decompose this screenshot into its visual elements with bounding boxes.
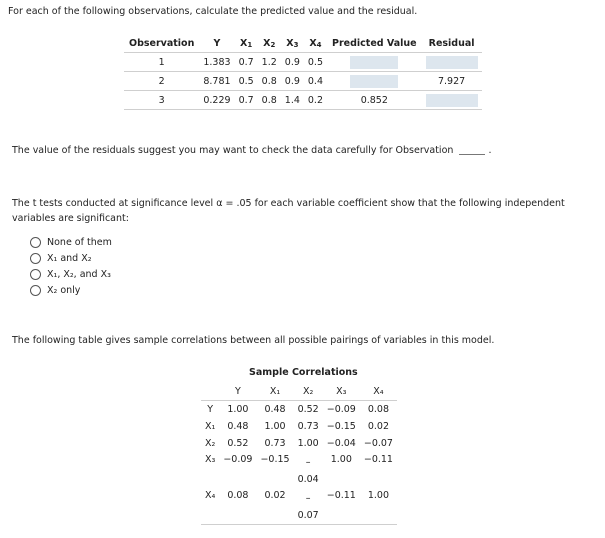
header-observation: Observation	[129, 38, 195, 49]
cell-x2: 0.8	[258, 91, 281, 110]
table-row	[124, 91, 482, 110]
option-none[interactable]	[30, 234, 112, 250]
radio-button[interactable]	[30, 237, 41, 248]
cell-predicted	[327, 53, 422, 72]
corr-cell: 0.08	[219, 488, 256, 525]
header-residual: Residual	[428, 38, 475, 49]
corr-cell: 1.00	[297, 438, 319, 449]
cell-x4: 0.2	[304, 91, 327, 110]
cell-residual	[422, 91, 482, 110]
corr-cell-value: 0.07	[297, 510, 319, 521]
header-x4: X4	[309, 38, 322, 49]
observation-table	[124, 38, 482, 110]
table-row	[124, 53, 482, 72]
option-label: X₂ only	[47, 284, 81, 296]
cell-residual	[422, 53, 482, 72]
cell-x1: 0.5	[235, 72, 258, 91]
corr-cell: 0.48	[264, 404, 286, 415]
corr-cell: −0.07	[363, 438, 393, 449]
cell-obs: 1	[124, 53, 199, 72]
corr-header: X₂	[294, 383, 323, 401]
cell-y: 8.781	[199, 72, 234, 91]
corr-cell	[294, 452, 323, 488]
corr-header: X₄	[360, 383, 397, 401]
observation-question-text: The value of the residuals suggest you may want to check the data carefully for Observation	[12, 145, 454, 156]
corr-header: Y	[219, 383, 256, 401]
corr-cell: 0.52	[297, 404, 319, 415]
corr-cell: −0.15	[326, 421, 356, 432]
corr-row-label: X₂	[205, 438, 216, 449]
corr-cell: 1.00	[264, 421, 286, 432]
corr-cell: 0.48	[227, 421, 249, 432]
cell-x2: 1.2	[258, 53, 281, 72]
corr-cell: −0.15	[260, 454, 290, 465]
corr-cell: 0.52	[227, 438, 249, 449]
corr-cell: 0.02	[367, 421, 389, 432]
option-label: X₁ and X₂	[47, 252, 92, 264]
cell-x4: 0.5	[304, 53, 327, 72]
corr-header: X₁	[256, 383, 293, 401]
corr-cell: 0.02	[256, 488, 293, 525]
predicted-input-1[interactable]	[350, 56, 398, 69]
corr-cell-dash: –	[305, 493, 311, 504]
cell-obs: 2	[124, 72, 199, 91]
corr-cell: −0.04	[326, 438, 356, 449]
corr-header	[201, 383, 219, 401]
header-x3: X3	[286, 38, 299, 49]
cell-x1: 0.7	[235, 91, 258, 110]
table-row	[201, 488, 397, 525]
cell-residual: 7.927	[422, 72, 482, 91]
option-x1-x2[interactable]	[30, 250, 112, 266]
correlation-intro: The following table gives sample correlations between all possible pairings of variables in this model.	[12, 335, 495, 346]
corr-row-label: X₄	[201, 488, 219, 525]
corr-cell-dash: –	[305, 457, 311, 468]
correlation-title: Sample Correlations	[249, 367, 358, 378]
significance-options	[30, 234, 112, 298]
cell-x4: 0.4	[304, 72, 327, 91]
option-x2-only[interactable]	[30, 282, 112, 298]
cell-y: 0.229	[199, 91, 234, 110]
correlation-table	[201, 383, 397, 525]
corr-row-label: X₁	[205, 421, 216, 432]
cell-x3: 0.9	[281, 72, 304, 91]
radio-button[interactable]	[30, 253, 41, 264]
option-label: X₁, X₂, and X₃	[47, 268, 111, 280]
header-y: Y	[213, 38, 221, 49]
corr-cell: 1.00	[330, 454, 352, 465]
corr-header: X₃	[323, 383, 360, 401]
corr-cell: −0.09	[223, 454, 253, 465]
table-row	[201, 418, 397, 435]
corr-row-label: Y	[207, 404, 214, 415]
corr-cell: −0.11	[363, 454, 393, 465]
corr-cell: −0.11	[323, 488, 360, 525]
significance-question: The t tests conducted at significance level α = .05 for each variable coefficient show that the following independent variables are significant:	[12, 198, 565, 224]
residual-input-3[interactable]	[426, 94, 478, 107]
radio-button[interactable]	[30, 285, 41, 296]
corr-cell: 1.00	[227, 404, 249, 415]
corr-cell: 1.00	[360, 488, 397, 525]
table-row	[201, 401, 397, 419]
cell-obs: 3	[124, 91, 199, 110]
corr-cell: 0.08	[367, 404, 389, 415]
header-x1: X1	[240, 38, 253, 49]
intro-text: For each of the following observations, calculate the predicted value and the residual.	[8, 6, 418, 17]
cell-predicted	[327, 72, 422, 91]
corr-row-label: X₃	[205, 454, 216, 465]
table-row	[201, 435, 397, 452]
cell-predicted: 0.852	[327, 91, 422, 110]
observation-answer-dropdown[interactable]	[459, 154, 485, 155]
corr-cell-value: 0.04	[297, 474, 319, 485]
corr-cell: −0.09	[326, 404, 356, 415]
cell-x3: 0.9	[281, 53, 304, 72]
predicted-input-2[interactable]	[350, 75, 398, 88]
observation-question	[12, 145, 491, 156]
cell-x3: 1.4	[281, 91, 304, 110]
table-row	[201, 452, 397, 488]
residual-input-1[interactable]	[426, 56, 478, 69]
corr-cell	[294, 488, 323, 525]
option-x1-x2-x3[interactable]	[30, 266, 112, 282]
table-row	[124, 72, 482, 91]
observation-question-suffix: .	[488, 145, 492, 156]
radio-button[interactable]	[30, 269, 41, 280]
cell-x2: 0.8	[258, 72, 281, 91]
header-x2: X2	[263, 38, 276, 49]
header-predicted-value: Predicted Value	[332, 38, 417, 49]
option-label: None of them	[47, 236, 112, 248]
corr-cell: 0.73	[264, 438, 286, 449]
corr-cell: 0.73	[297, 421, 319, 432]
cell-y: 1.383	[199, 53, 234, 72]
cell-x1: 0.7	[235, 53, 258, 72]
